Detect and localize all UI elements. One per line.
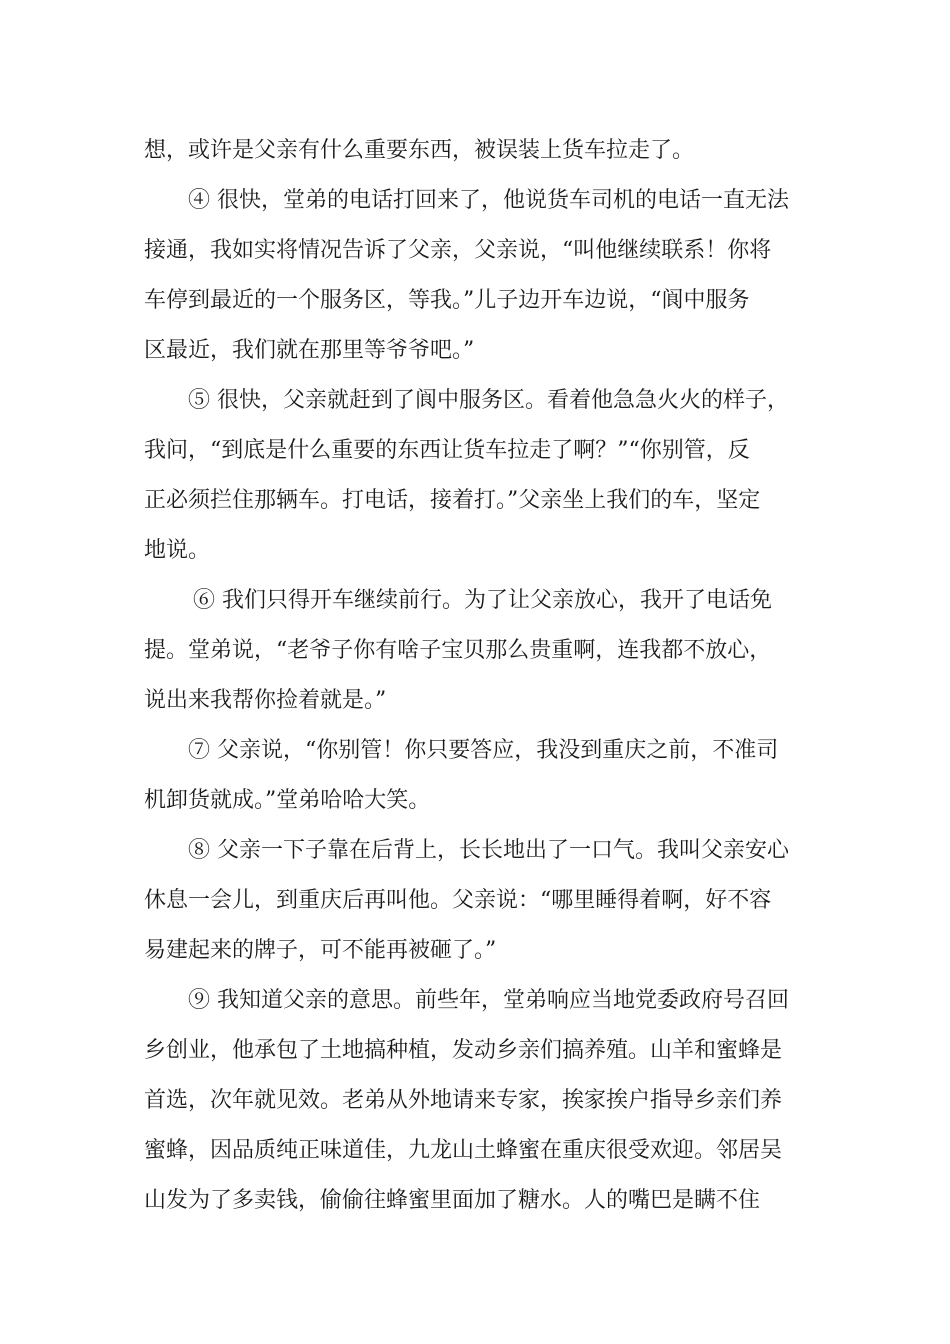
paragraph-5-line: ⑤ 很快，父亲就赶到了阆中服务区。看着他急急火火的样子，	[188, 388, 789, 413]
paragraph-7-line: ⑦ 父亲说，“你别管！你只要答应，我没到重庆之前，不准司	[188, 738, 779, 763]
text-line: 我问，“到底是什么重要的东西让货车拉走了啊？”“你别管，反	[144, 438, 750, 463]
text-line: 正必须拦住那辆车。打电话，接着打。”父亲坐上我们的车，坚定	[144, 488, 761, 513]
text-line: 说出来我帮你捡着就是。”	[144, 688, 387, 713]
text-line: 车停到最近的一个服务区，等我。”儿子边开车边说，“阆中服务	[144, 288, 750, 313]
text-line: 接通，我如实将情况告诉了父亲，父亲说，“叫他继续联系！你将	[144, 238, 772, 263]
text-line: 乡创业，他承包了土地搞种植，发动乡亲们搞养殖。山羊和蜜蜂是	[144, 1038, 783, 1063]
paragraph-9-line: ⑨ 我知道父亲的意思。前些年，堂弟响应当地党委政府号召回	[188, 988, 789, 1013]
text-line: 提。堂弟说，“老爷子你有啥子宝贝那么贵重啊，连我都不放心，	[144, 638, 772, 663]
text-line: 首选，次年就见效。老弟从外地请来专家，挨家挨户指导乡亲们养	[144, 1088, 783, 1113]
text-line: 蜜蜂，因品质纯正味道佳，九龙山土蜂蜜在重庆很受欢迎。邻居吴	[144, 1138, 783, 1163]
text-line: 区最近，我们就在那里等爷爷吧。”	[144, 338, 475, 363]
text-line: 易建起来的牌子，可不能再被砸了。”	[144, 938, 497, 963]
text-line: 山发为了多卖钱，偷偷往蜂蜜里面加了糖水。人的嘴巴是瞒不住	[144, 1188, 761, 1213]
text-line: 地说。	[144, 538, 211, 563]
paragraph-8-line: ⑧ 父亲一下子靠在后背上，长长地出了一口气。我叫父亲安心	[188, 838, 789, 863]
paragraph-4-line: ④ 很快，堂弟的电话打回来了，他说货车司机的电话一直无法	[188, 188, 789, 213]
text-line: 机卸货就成。”堂弟哈哈大笑。	[144, 788, 431, 813]
text-line: 休息一会儿，到重庆后再叫他。父亲说：“哪里睡得着啊，好不容	[144, 888, 772, 913]
paragraph-6-line: ⑥ 我们只得开车继续前行。为了让父亲放心，我开了电话免	[193, 588, 772, 613]
text-line: 想，或许是父亲有什么重要东西，被误装上货车拉走了。	[144, 138, 695, 163]
